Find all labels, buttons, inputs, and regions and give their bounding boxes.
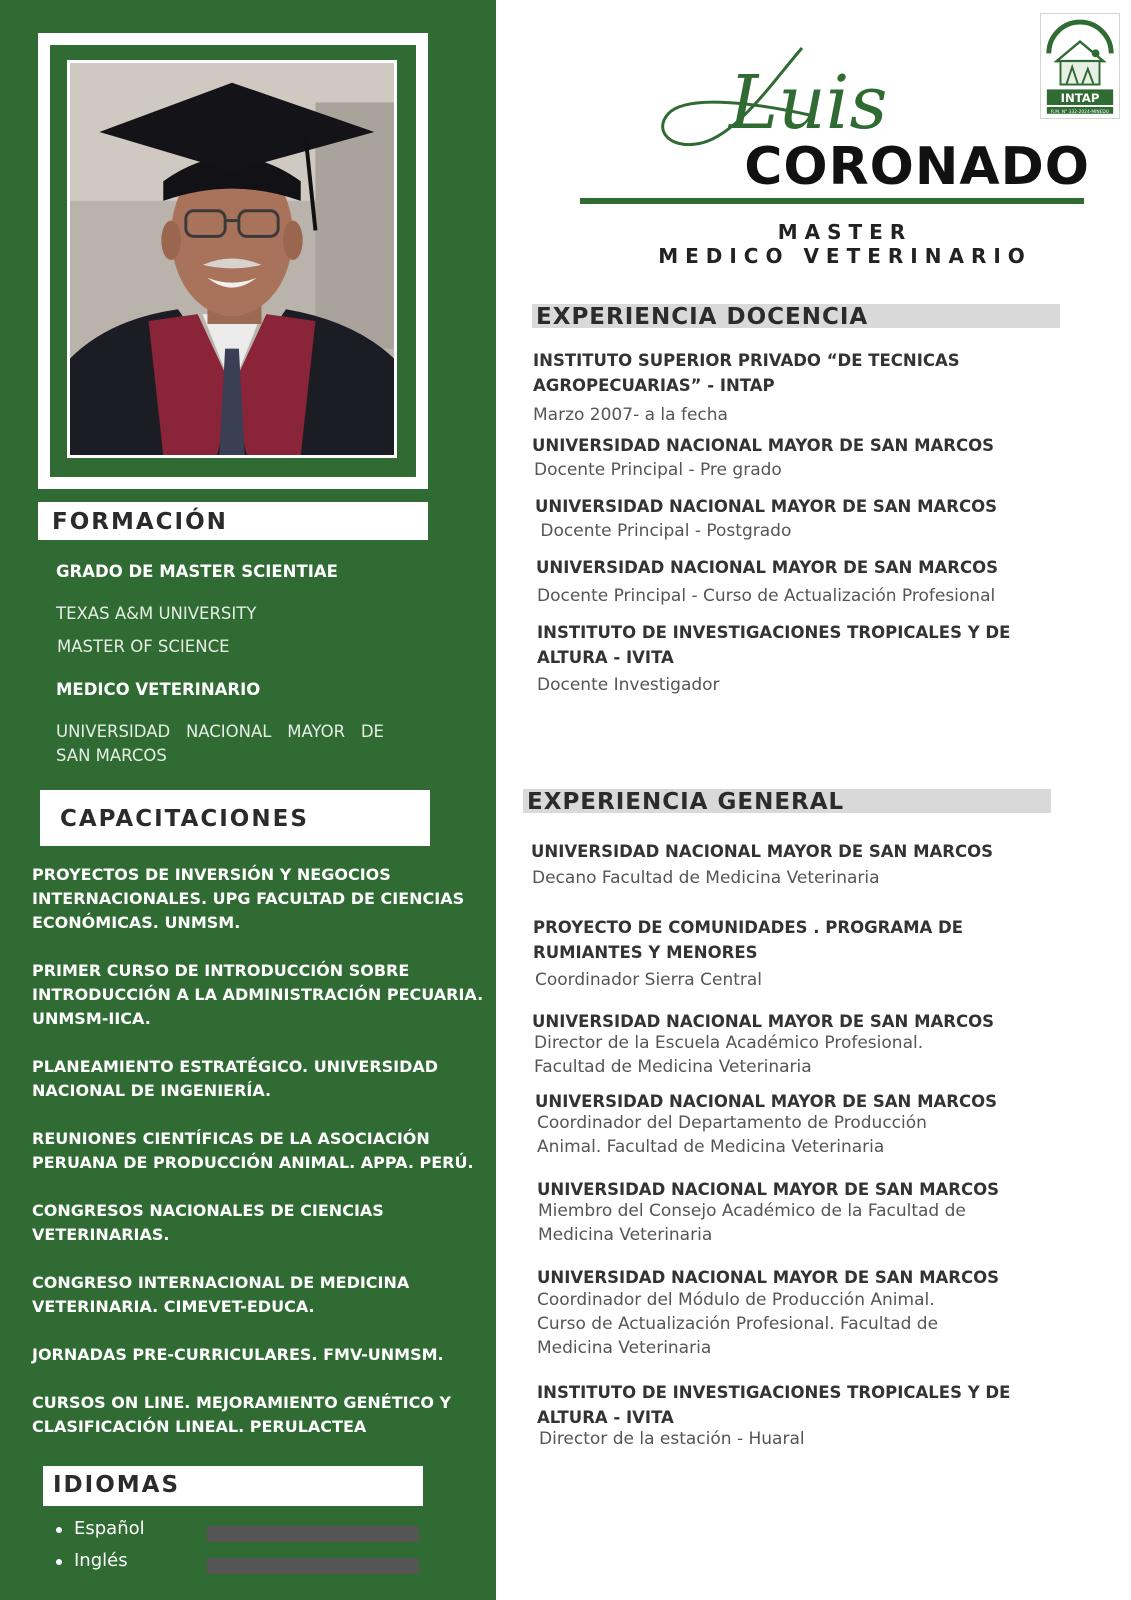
logo-registration: R.M. N° 332-2024-MINEDU — [1051, 109, 1109, 115]
docencia-role: Docente Principal - Postgrado — [535, 521, 792, 541]
title-master: MASTER — [777, 220, 913, 244]
general-org: UNIVERSIDAD NACIONAL MAYOR DE SAN MARCOS — [532, 1012, 994, 1031]
last-name: CORONADO — [744, 137, 1090, 197]
degree-veterinario: MEDICO VETERINARIO — [56, 680, 261, 699]
language-name: Inglés — [74, 1550, 128, 1571]
portrait-image — [70, 63, 394, 455]
capacitacion-item: CONGRESO INTERNACIONAL DE MEDICINA VETERINARIA. CIMEVET-EDUCA. — [32, 1273, 410, 1316]
language-name: Español — [74, 1518, 145, 1539]
logo-label: INTAP — [1060, 91, 1100, 106]
docencia-org: UNIVERSIDAD NACIONAL MAYOR DE SAN MARCOS — [535, 497, 997, 516]
intap-logo-image — [1041, 14, 1119, 118]
general-role: Director de la estación - Huaral — [539, 1429, 805, 1449]
profile-photo — [67, 60, 397, 458]
degree-master: GRADO DE MASTER SCIENTIAE — [56, 562, 338, 581]
general-org: UNIVERSIDAD NACIONAL MAYOR DE SAN MARCOS — [535, 1092, 997, 1111]
school-unmsm-line1: UNIVERSIDAD NACIONAL MAYOR DE — [56, 722, 384, 741]
language-level-bar — [207, 1526, 419, 1542]
language-item-ingles — [52, 1550, 422, 1582]
general-org: INSTITUTO DE INVESTIGACIONES TROPICALES Y DE ALTURA - IVITA — [537, 1383, 1011, 1427]
general-role: Coordinador del Departamento de Producción Animal. Facultad de Medicina Veterinaria — [537, 1113, 927, 1157]
general-role: Decano Facultad de Medicina Veterinaria — [532, 868, 880, 888]
capacitaciones-heading-text: CAPACITACIONES — [60, 806, 309, 832]
docencia-role: Marzo 2007- a la fecha — [533, 405, 728, 425]
docencia-role: Docente Investigador — [537, 675, 720, 695]
capacitaciones-heading — [40, 790, 430, 846]
school-texas: TEXAS A&M UNIVERSITY — [56, 604, 257, 623]
capacitacion-item: PLANEAMIENTO ESTRATÉGICO. UNIVERSIDAD NACIONAL DE INGENIERÍA. — [32, 1057, 439, 1100]
docencia-org: UNIVERSIDAD NACIONAL MAYOR DE SAN MARCOS — [532, 436, 994, 455]
capacitaciones-list — [32, 863, 490, 1463]
docencia-org: INSTITUTO SUPERIOR PRIVADO “DE TECNICAS AGROPECUARIAS” - INTAP — [533, 351, 960, 395]
docencia-role: Docente Principal - Curso de Actualización Profesional — [537, 586, 996, 606]
photo-frame — [38, 33, 428, 489]
general-org: UNIVERSIDAD NACIONAL MAYOR DE SAN MARCOS — [537, 1268, 999, 1287]
general-heading: EXPERIENCIA GENERAL — [523, 789, 1051, 813]
docencia-org: INSTITUTO DE INVESTIGACIONES TROPICALES Y DE ALTURA - IVITA — [537, 623, 1011, 667]
school-unmsm-line2: SAN MARCOS — [56, 746, 167, 765]
general-org: UNIVERSIDAD NACIONAL MAYOR DE SAN MARCOS — [531, 842, 993, 861]
formacion-heading — [38, 502, 428, 540]
capacitacion-item: JORNADAS PRE-CURRICULARES. FMV-UNMSM. — [32, 1345, 444, 1364]
general-org: UNIVERSIDAD NACIONAL MAYOR DE SAN MARCOS — [537, 1180, 999, 1199]
name-divider — [580, 198, 1084, 204]
general-role: Coordinador Sierra Central — [535, 970, 763, 990]
capacitacion-item: CURSOS ON LINE. MEJORAMIENTO GENÉTICO Y CLASIFICACIÓN LINEAL. PERULACTEA — [32, 1393, 452, 1436]
capacitacion-item: REUNIONES CIENTÍFICAS DE LA ASOCIACIÓN PERUANA DE PRODUCCIÓN ANIMAL. APPA. PERÚ. — [32, 1129, 474, 1172]
language-level-bar — [207, 1558, 419, 1574]
docencia-role: Docente Principal - Pre grado — [534, 460, 782, 480]
intap-logo — [1040, 13, 1120, 119]
idiomas-heading — [43, 1466, 423, 1506]
general-role: Miembro del Consejo Académico de la Facultad de Medicina Veterinaria — [538, 1201, 966, 1245]
program-master-science: MASTER OF SCIENCE — [57, 637, 230, 656]
capacitacion-item: CONGRESOS NACIONALES DE CIENCIAS VETERINARIAS. — [32, 1201, 384, 1244]
general-role: Coordinador del Módulo de Producción Animal. Curso de Actualización Profesional. Facultad de Medicina Veterinaria — [537, 1290, 939, 1358]
sidebar — [0, 0, 496, 1600]
formacion-heading-text: FORMACIÓN — [52, 509, 228, 535]
bullet-icon — [56, 1527, 62, 1533]
bullet-icon — [56, 1559, 62, 1565]
docencia-org: UNIVERSIDAD NACIONAL MAYOR DE SAN MARCOS — [536, 558, 998, 577]
language-item-espanol — [52, 1518, 422, 1550]
first-name-text: Luis — [729, 60, 888, 146]
general-org: PROYECTO DE COMUNIDADES . PROGRAMA DE RUMIANTES Y MENORES — [533, 918, 964, 962]
capacitacion-item: PROYECTOS DE INVERSIÓN Y NEGOCIOS INTERNACIONALES. UPG FACULTAD DE CIENCIAS ECONÓMICAS. UNMSM. — [32, 865, 465, 932]
capacitacion-item: PRIMER CURSO DE INTRODUCCIÓN SOBRE INTRODUCCIÓN A LA ADMINISTRACIÓN PECUARIA. UNMSM-IICA. — [32, 961, 484, 1028]
general-role: Director de la Escuela Académico Profesional. Facultad de Medicina Veterinaria — [534, 1033, 924, 1077]
docencia-heading: EXPERIENCIA DOCENCIA — [532, 304, 1060, 328]
title-veterinario: MEDICO VETERINARIO — [658, 244, 1032, 268]
idiomas-list — [52, 1518, 422, 1582]
idiomas-heading-text: IDIOMAS — [53, 1472, 181, 1498]
